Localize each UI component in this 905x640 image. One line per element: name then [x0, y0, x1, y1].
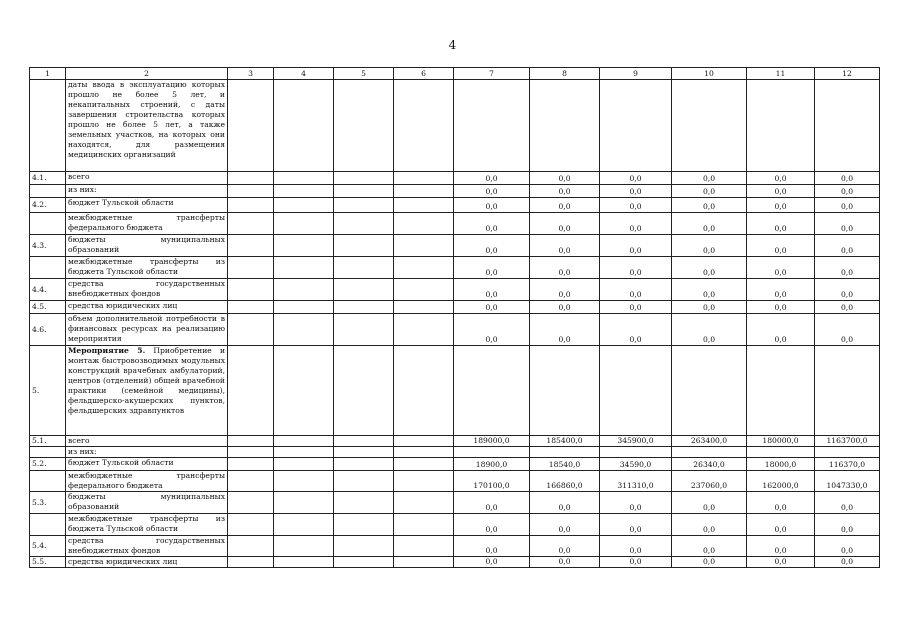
empty-cell — [228, 514, 274, 536]
empty-cell — [274, 301, 334, 314]
empty-cell — [228, 257, 274, 279]
value-cell: 0,0 — [815, 314, 880, 346]
value-cell: 0,0 — [454, 172, 530, 185]
header-cell: 2 — [66, 68, 228, 80]
empty-cell — [334, 185, 394, 198]
value-cell — [747, 80, 815, 172]
empty-cell — [274, 279, 334, 301]
row-description — [66, 235, 228, 257]
value-cell: 0,0 — [530, 235, 600, 257]
empty-cell — [228, 458, 274, 471]
empty-cell — [274, 314, 334, 346]
value-cell: 0,0 — [454, 185, 530, 198]
value-cell: 0,0 — [672, 492, 747, 514]
value-cell: 34590,0 — [600, 458, 672, 471]
empty-cell — [228, 80, 274, 172]
value-cell — [747, 447, 815, 458]
value-cell: 0,0 — [747, 557, 815, 568]
empty-cell — [394, 314, 454, 346]
value-cell: 0,0 — [747, 514, 815, 536]
value-cell: 311310,0 — [600, 471, 672, 492]
row-text: межбюджетные трансферты федерального бюджета — [68, 471, 225, 490]
row-number: 4.4. — [30, 279, 66, 301]
value-cell: 0,0 — [454, 198, 530, 213]
empty-cell — [394, 213, 454, 235]
row-text: Приобретение и монтаж быстровозводимых модульных конструкций врачебных амбулаторий, центров (отделений) общей врачебной практики (семейной медицины), фельдшерско-акушерских пунктов, фельдшерских здравпунктов — [68, 346, 225, 415]
empty-cell — [228, 301, 274, 314]
value-cell: 0,0 — [747, 185, 815, 198]
empty-cell — [394, 471, 454, 492]
table-row — [30, 185, 880, 198]
value-cell: 0,0 — [747, 235, 815, 257]
value-cell: 0,0 — [600, 314, 672, 346]
value-cell: 0,0 — [815, 301, 880, 314]
value-cell: 0,0 — [747, 279, 815, 301]
value-cell: 0,0 — [747, 492, 815, 514]
value-cell: 116370,0 — [815, 458, 880, 471]
value-cell: 0,0 — [530, 257, 600, 279]
value-cell: 0,0 — [530, 213, 600, 235]
value-cell: 0,0 — [530, 557, 600, 568]
empty-cell — [394, 536, 454, 557]
row-description — [66, 314, 228, 346]
empty-cell — [228, 492, 274, 514]
empty-cell — [228, 213, 274, 235]
empty-cell — [334, 213, 394, 235]
row-description — [66, 514, 228, 536]
row-description — [66, 279, 228, 301]
value-cell — [672, 80, 747, 172]
table-row — [30, 471, 880, 492]
value-cell: 345900,0 — [600, 436, 672, 447]
empty-cell — [274, 471, 334, 492]
value-cell: 0,0 — [600, 536, 672, 557]
row-number: 4.3. — [30, 235, 66, 257]
value-cell: 0,0 — [815, 279, 880, 301]
empty-cell — [274, 198, 334, 213]
row-description — [66, 346, 228, 436]
value-cell — [454, 346, 530, 436]
row-text: межбюджетные трансферты из бюджета Тульской области — [68, 257, 225, 276]
empty-cell — [274, 514, 334, 536]
empty-cell — [334, 279, 394, 301]
value-cell: 0,0 — [747, 314, 815, 346]
value-cell: 0,0 — [454, 257, 530, 279]
value-cell: 0,0 — [747, 536, 815, 557]
value-cell: 0,0 — [815, 172, 880, 185]
value-cell: 0,0 — [747, 198, 815, 213]
row-description — [66, 536, 228, 557]
value-cell: 1047330,0 — [815, 471, 880, 492]
row-description — [66, 458, 228, 471]
empty-cell — [274, 80, 334, 172]
value-cell: 0,0 — [454, 557, 530, 568]
value-cell: 0,0 — [530, 172, 600, 185]
empty-cell — [394, 198, 454, 213]
row-number — [30, 471, 66, 492]
empty-cell — [334, 436, 394, 447]
row-text: бюджеты муниципальных образований — [68, 492, 225, 511]
empty-cell — [274, 458, 334, 471]
value-cell: 18540,0 — [530, 458, 600, 471]
empty-cell — [274, 172, 334, 185]
value-cell — [600, 346, 672, 436]
row-description — [66, 213, 228, 235]
empty-cell — [274, 492, 334, 514]
header-cell: 3 — [228, 68, 274, 80]
header-row — [30, 68, 880, 80]
table-row — [30, 536, 880, 557]
empty-cell — [228, 557, 274, 568]
row-number: 4.6. — [30, 314, 66, 346]
value-cell: 0,0 — [530, 492, 600, 514]
value-cell: 0,0 — [747, 301, 815, 314]
value-cell: 0,0 — [815, 235, 880, 257]
value-cell — [454, 80, 530, 172]
value-cell: 0,0 — [672, 185, 747, 198]
value-cell: 166860,0 — [530, 471, 600, 492]
table-row — [30, 346, 880, 436]
row-text: даты ввода в эксплуатацию которых прошло не более 5 лет, и некапитальных строений, с даты завершения строительства которых прошло не более 5 лет, а также земельных участков, на которых они находятся, для размещения медицинских организаций — [68, 80, 225, 159]
row-description — [66, 436, 228, 447]
value-cell: 0,0 — [530, 185, 600, 198]
row-number — [30, 514, 66, 536]
row-number: 5.4. — [30, 536, 66, 557]
row-number — [30, 80, 66, 172]
value-cell: 0,0 — [747, 172, 815, 185]
header-cell: 9 — [600, 68, 672, 80]
header-cell: 10 — [672, 68, 747, 80]
value-cell — [672, 447, 747, 458]
value-cell: 0,0 — [454, 301, 530, 314]
row-description — [66, 257, 228, 279]
value-cell: 0,0 — [747, 257, 815, 279]
value-cell: 0,0 — [530, 198, 600, 213]
value-cell: 0,0 — [600, 213, 672, 235]
empty-cell — [394, 458, 454, 471]
value-cell: 180000,0 — [747, 436, 815, 447]
value-cell: 0,0 — [454, 536, 530, 557]
row-description — [66, 471, 228, 492]
value-cell — [454, 447, 530, 458]
row-description — [66, 557, 228, 568]
value-cell: 1163700,0 — [815, 436, 880, 447]
empty-cell — [334, 235, 394, 257]
value-cell: 0,0 — [530, 514, 600, 536]
empty-cell — [334, 557, 394, 568]
row-title-bold: Мероприятие 5. — [68, 346, 146, 355]
header-cell: 11 — [747, 68, 815, 80]
header-cell: 5 — [334, 68, 394, 80]
empty-cell — [228, 346, 274, 436]
row-text: из них: — [68, 185, 97, 194]
header-cell: 6 — [394, 68, 454, 80]
empty-cell — [334, 447, 394, 458]
value-cell — [530, 346, 600, 436]
row-description — [66, 172, 228, 185]
empty-cell — [394, 301, 454, 314]
value-cell: 18000,0 — [747, 458, 815, 471]
value-cell: 0,0 — [600, 257, 672, 279]
empty-cell — [228, 198, 274, 213]
value-cell: 263400,0 — [672, 436, 747, 447]
value-cell: 0,0 — [815, 213, 880, 235]
empty-cell — [274, 536, 334, 557]
row-number: 4.1. — [30, 172, 66, 185]
row-description — [66, 492, 228, 514]
value-cell: 162000,0 — [747, 471, 815, 492]
header-cell: 12 — [815, 68, 880, 80]
empty-cell — [274, 346, 334, 436]
empty-cell — [274, 447, 334, 458]
value-cell: 0,0 — [672, 557, 747, 568]
empty-cell — [394, 257, 454, 279]
row-text: из них: — [68, 447, 97, 456]
empty-cell — [394, 235, 454, 257]
value-cell — [815, 80, 880, 172]
empty-cell — [228, 172, 274, 185]
empty-cell — [394, 172, 454, 185]
row-text: всего — [68, 436, 90, 445]
value-cell: 0,0 — [454, 314, 530, 346]
empty-cell — [334, 257, 394, 279]
empty-cell — [334, 314, 394, 346]
value-cell: 0,0 — [672, 279, 747, 301]
value-cell: 18900,0 — [454, 458, 530, 471]
empty-cell — [274, 436, 334, 447]
row-text: объем дополнительной потребности в финансовых ресурсах на реализацию мероприятия — [68, 314, 225, 343]
page-number: 4 — [448, 38, 457, 52]
value-cell: 26340,0 — [672, 458, 747, 471]
value-cell: 0,0 — [600, 198, 672, 213]
value-cell: 0,0 — [454, 213, 530, 235]
value-cell: 0,0 — [454, 514, 530, 536]
value-cell: 0,0 — [530, 536, 600, 557]
table-row — [30, 235, 880, 257]
empty-cell — [334, 172, 394, 185]
row-text: всего — [68, 172, 90, 181]
empty-cell — [228, 235, 274, 257]
value-cell — [815, 346, 880, 436]
empty-cell — [334, 492, 394, 514]
row-number: 5.2. — [30, 458, 66, 471]
value-cell: 0,0 — [530, 301, 600, 314]
table-row — [30, 514, 880, 536]
table-row — [30, 198, 880, 213]
value-cell — [672, 346, 747, 436]
value-cell: 0,0 — [454, 235, 530, 257]
value-cell: 189000,0 — [454, 436, 530, 447]
row-text: средства государственных внебюджетных фондов — [68, 536, 225, 555]
value-cell: 0,0 — [600, 514, 672, 536]
empty-cell — [394, 436, 454, 447]
empty-cell — [228, 279, 274, 301]
value-cell: 0,0 — [815, 185, 880, 198]
value-cell: 0,0 — [600, 172, 672, 185]
row-number — [30, 447, 66, 458]
row-description — [66, 185, 228, 198]
row-number: 5.5. — [30, 557, 66, 568]
value-cell: 0,0 — [672, 198, 747, 213]
value-cell: 0,0 — [454, 492, 530, 514]
value-cell: 0,0 — [815, 198, 880, 213]
table-row — [30, 436, 880, 447]
table-row — [30, 172, 880, 185]
value-cell: 0,0 — [672, 257, 747, 279]
empty-cell — [394, 80, 454, 172]
empty-cell — [394, 346, 454, 436]
value-cell: 0,0 — [454, 279, 530, 301]
table-row — [30, 314, 880, 346]
empty-cell — [394, 447, 454, 458]
table-row — [30, 557, 880, 568]
empty-cell — [228, 436, 274, 447]
row-description — [66, 198, 228, 213]
value-cell: 0,0 — [600, 185, 672, 198]
value-cell: 0,0 — [672, 235, 747, 257]
value-cell — [815, 447, 880, 458]
value-cell — [530, 447, 600, 458]
value-cell — [600, 447, 672, 458]
table-row — [30, 213, 880, 235]
value-cell: 0,0 — [672, 514, 747, 536]
empty-cell — [334, 536, 394, 557]
table-row — [30, 80, 880, 172]
value-cell: 185400,0 — [530, 436, 600, 447]
value-cell: 0,0 — [672, 536, 747, 557]
row-number — [30, 185, 66, 198]
empty-cell — [334, 471, 394, 492]
value-cell — [747, 346, 815, 436]
empty-cell — [394, 514, 454, 536]
value-cell: 0,0 — [815, 492, 880, 514]
value-cell: 0,0 — [600, 235, 672, 257]
row-text: средства юридических лиц — [68, 557, 178, 566]
empty-cell — [334, 458, 394, 471]
value-cell: 0,0 — [672, 213, 747, 235]
row-text: средства государственных внебюджетных фондов — [68, 279, 225, 298]
value-cell: 237060,0 — [672, 471, 747, 492]
value-cell: 0,0 — [600, 301, 672, 314]
value-cell: 0,0 — [672, 301, 747, 314]
row-text: бюджеты муниципальных образований — [68, 235, 225, 254]
value-cell: 0,0 — [600, 557, 672, 568]
row-number: 4.2. — [30, 198, 66, 213]
empty-cell — [274, 213, 334, 235]
empty-cell — [334, 514, 394, 536]
empty-cell — [394, 557, 454, 568]
row-number: 5.3. — [30, 492, 66, 514]
row-number — [30, 213, 66, 235]
row-description — [66, 80, 228, 172]
row-number: 4.5. — [30, 301, 66, 314]
empty-cell — [228, 447, 274, 458]
table-row — [30, 492, 880, 514]
table-row — [30, 279, 880, 301]
value-cell: 0,0 — [600, 279, 672, 301]
empty-cell — [274, 557, 334, 568]
empty-cell — [334, 198, 394, 213]
empty-cell — [274, 257, 334, 279]
empty-cell — [334, 80, 394, 172]
row-text: бюджет Тульской области — [68, 458, 174, 467]
header-cell: 1 — [30, 68, 66, 80]
empty-cell — [274, 185, 334, 198]
empty-cell — [228, 314, 274, 346]
value-cell: 0,0 — [815, 257, 880, 279]
empty-cell — [334, 301, 394, 314]
value-cell: 0,0 — [815, 557, 880, 568]
empty-cell — [334, 346, 394, 436]
row-text: средства юридических лиц — [68, 301, 178, 310]
value-cell: 0,0 — [600, 492, 672, 514]
row-number — [30, 257, 66, 279]
value-cell: 0,0 — [815, 514, 880, 536]
row-text: бюджет Тульской области — [68, 198, 174, 207]
table-row — [30, 447, 880, 458]
empty-cell — [274, 235, 334, 257]
empty-cell — [228, 185, 274, 198]
header-cell: 7 — [454, 68, 530, 80]
empty-cell — [394, 185, 454, 198]
table-row — [30, 458, 880, 471]
value-cell: 0,0 — [530, 314, 600, 346]
value-cell: 0,0 — [672, 314, 747, 346]
table-row — [30, 301, 880, 314]
value-cell: 0,0 — [672, 172, 747, 185]
value-cell: 0,0 — [747, 213, 815, 235]
row-number: 5.1. — [30, 436, 66, 447]
budget-table — [29, 67, 880, 568]
row-number: 5. — [30, 346, 66, 436]
value-cell — [600, 80, 672, 172]
row-description — [66, 301, 228, 314]
empty-cell — [394, 279, 454, 301]
row-description — [66, 447, 228, 458]
row-text: межбюджетные трансферты из бюджета Тульской области — [68, 514, 225, 533]
value-cell — [530, 80, 600, 172]
header-cell: 4 — [274, 68, 334, 80]
table-row — [30, 257, 880, 279]
empty-cell — [228, 471, 274, 492]
value-cell: 0,0 — [815, 536, 880, 557]
empty-cell — [228, 536, 274, 557]
row-text: межбюджетные трансферты федерального бюджета — [68, 213, 225, 232]
value-cell: 0,0 — [530, 279, 600, 301]
value-cell: 170100,0 — [454, 471, 530, 492]
header-cell: 8 — [530, 68, 600, 80]
empty-cell — [394, 492, 454, 514]
